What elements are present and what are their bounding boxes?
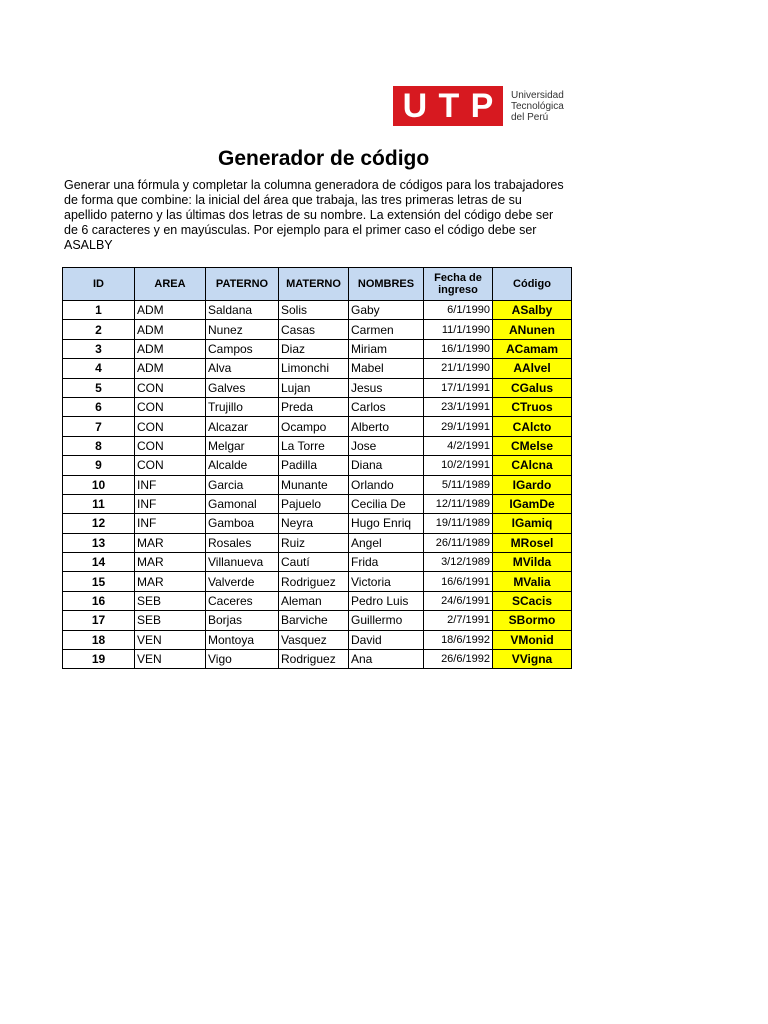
cell-materno[interactable]: Diaz: [279, 339, 349, 358]
header-id: ID: [63, 268, 135, 301]
cell-nombres[interactable]: Mabel: [349, 359, 424, 378]
page-title: Generador de código: [218, 147, 430, 170]
logo-letter-u: U: [402, 87, 428, 125]
cell-nombres[interactable]: Frida: [349, 553, 424, 572]
table-row: [63, 475, 572, 494]
header-nombres: NOMBRES: [349, 268, 424, 301]
cell-nombres[interactable]: Diana: [349, 456, 424, 475]
cell-area[interactable]: ADM: [135, 320, 206, 339]
description-text: Generar una fórmula y completar la columna generadora de códigos para los trabajadores de forma que combine: la inicial del área que trabaja, las tres primeras letras de su apellido paterno y las últimas dos letras de su nombre. La extensión del código debe ser de 6 caracteres y en mayúsculas. Por ejemplo para el primer caso el código debe ser ASALBY: [64, 178, 564, 252]
logo-letter-t: T: [438, 87, 460, 125]
cell-materno[interactable]: Ocampo: [279, 417, 349, 436]
cell-fecha[interactable]: 6/1/1990: [424, 301, 493, 320]
cell-paterno[interactable]: Campos: [206, 339, 279, 358]
cell-id[interactable]: 11: [63, 494, 135, 513]
cell-materno[interactable]: Preda: [279, 397, 349, 416]
cell-codigo[interactable]: IGardo: [493, 475, 572, 494]
cell-fecha[interactable]: 21/1/1990: [424, 359, 493, 378]
cell-id[interactable]: 14: [63, 553, 135, 572]
cell-codigo[interactable]: SBormo: [493, 611, 572, 630]
cell-materno[interactable]: La Torre: [279, 436, 349, 455]
cell-id[interactable]: 17: [63, 611, 135, 630]
cell-nombres[interactable]: Jesus: [349, 378, 424, 397]
utp-logo: [393, 86, 564, 126]
cell-paterno[interactable]: Valverde: [206, 572, 279, 591]
cell-fecha[interactable]: 26/6/1992: [424, 650, 493, 669]
table-row: [63, 417, 572, 436]
cell-area[interactable]: VEN: [135, 650, 206, 669]
cell-materno[interactable]: Rodriguez: [279, 650, 349, 669]
cell-codigo[interactable]: MVilda: [493, 553, 572, 572]
table-body: [63, 301, 572, 669]
table-row: [63, 436, 572, 455]
cell-paterno[interactable]: Vigo: [206, 650, 279, 669]
cell-id[interactable]: 2: [63, 320, 135, 339]
cell-nombres[interactable]: Orlando: [349, 475, 424, 494]
table-row: [63, 339, 572, 358]
cell-paterno[interactable]: Alcalde: [206, 456, 279, 475]
cell-nombres[interactable]: Cecilia De: [349, 494, 424, 513]
table-row: [63, 320, 572, 339]
table-row: [63, 514, 572, 533]
cell-id[interactable]: 8: [63, 436, 135, 455]
cell-nombres[interactable]: Alberto: [349, 417, 424, 436]
cell-codigo[interactable]: ACamam: [493, 339, 572, 358]
cell-codigo[interactable]: VVigna: [493, 650, 572, 669]
cell-paterno[interactable]: Montoya: [206, 630, 279, 649]
cell-materno[interactable]: Solis: [279, 301, 349, 320]
table-header-row: [63, 268, 572, 301]
table-row: [63, 650, 572, 669]
cell-materno[interactable]: Limonchi: [279, 359, 349, 378]
table-row: [63, 572, 572, 591]
cell-paterno[interactable]: Melgar: [206, 436, 279, 455]
cell-area[interactable]: SEB: [135, 591, 206, 610]
cell-id[interactable]: 4: [63, 359, 135, 378]
table-row: [63, 301, 572, 320]
cell-paterno[interactable]: Saldana: [206, 301, 279, 320]
cell-fecha[interactable]: 16/1/1990: [424, 339, 493, 358]
cell-codigo[interactable]: CAlcna: [493, 456, 572, 475]
cell-materno[interactable]: Lujan: [279, 378, 349, 397]
cell-id[interactable]: 16: [63, 591, 135, 610]
cell-codigo[interactable]: AAlvel: [493, 359, 572, 378]
cell-fecha[interactable]: 17/1/1991: [424, 378, 493, 397]
cell-nombres[interactable]: Miriam: [349, 339, 424, 358]
cell-paterno[interactable]: Nunez: [206, 320, 279, 339]
cell-codigo[interactable]: CAlcto: [493, 417, 572, 436]
cell-area[interactable]: ADM: [135, 301, 206, 320]
cell-paterno[interactable]: Caceres: [206, 591, 279, 610]
table-row: [63, 456, 572, 475]
cell-nombres[interactable]: Guillermo: [349, 611, 424, 630]
cell-codigo[interactable]: VMonid: [493, 630, 572, 649]
table-row: [63, 359, 572, 378]
cell-codigo[interactable]: MValia: [493, 572, 572, 591]
cell-codigo[interactable]: ANunen: [493, 320, 572, 339]
table-row: [63, 533, 572, 552]
cell-paterno[interactable]: Trujillo: [206, 397, 279, 416]
cell-fecha[interactable]: 18/6/1992: [424, 630, 493, 649]
cell-id[interactable]: 15: [63, 572, 135, 591]
cell-fecha[interactable]: 19/11/1989: [424, 514, 493, 533]
cell-codigo[interactable]: SCacis: [493, 591, 572, 610]
cell-fecha[interactable]: 26/11/1989: [424, 533, 493, 552]
cell-fecha[interactable]: 29/1/1991: [424, 417, 493, 436]
cell-nombres[interactable]: David: [349, 630, 424, 649]
cell-materno[interactable]: Munante: [279, 475, 349, 494]
cell-area[interactable]: VEN: [135, 630, 206, 649]
cell-area[interactable]: CON: [135, 397, 206, 416]
header-fecha: Fecha de ingreso: [424, 268, 493, 301]
cell-codigo[interactable]: ASalby: [493, 301, 572, 320]
cell-paterno[interactable]: Alcazar: [206, 417, 279, 436]
cell-paterno[interactable]: Alva: [206, 359, 279, 378]
cell-paterno[interactable]: Gamboa: [206, 514, 279, 533]
cell-materno[interactable]: Pajuelo: [279, 494, 349, 513]
cell-area[interactable]: CON: [135, 417, 206, 436]
cell-codigo[interactable]: MRosel: [493, 533, 572, 552]
cell-codigo[interactable]: CTruos: [493, 397, 572, 416]
cell-area[interactable]: CON: [135, 436, 206, 455]
table-row: [63, 553, 572, 572]
cell-fecha[interactable]: 2/7/1991: [424, 611, 493, 630]
table-row: [63, 397, 572, 416]
header-codigo: Código: [493, 268, 572, 301]
cell-id[interactable]: 6: [63, 397, 135, 416]
cell-nombres[interactable]: Jose: [349, 436, 424, 455]
cell-area[interactable]: CON: [135, 456, 206, 475]
cell-materno[interactable]: Neyra: [279, 514, 349, 533]
cell-nombres[interactable]: Victoria: [349, 572, 424, 591]
cell-id[interactable]: 1: [63, 301, 135, 320]
cell-area[interactable]: INF: [135, 514, 206, 533]
cell-codigo[interactable]: CMelse: [493, 436, 572, 455]
header-paterno: PATERNO: [206, 268, 279, 301]
cell-paterno[interactable]: Borjas: [206, 611, 279, 630]
header-area: AREA: [135, 268, 206, 301]
cell-area[interactable]: ADM: [135, 359, 206, 378]
logo-letter-p: P: [470, 87, 494, 125]
cell-area[interactable]: MAR: [135, 533, 206, 552]
cell-id[interactable]: 18: [63, 630, 135, 649]
header-materno: MATERNO: [279, 268, 349, 301]
cell-fecha[interactable]: 23/1/1991: [424, 397, 493, 416]
employee-table: [62, 267, 572, 669]
cell-nombres[interactable]: Hugo Enriq: [349, 514, 424, 533]
cell-nombres[interactable]: Angel: [349, 533, 424, 552]
cell-id[interactable]: 10: [63, 475, 135, 494]
cell-nombres[interactable]: Carlos: [349, 397, 424, 416]
cell-id[interactable]: 19: [63, 650, 135, 669]
cell-area[interactable]: MAR: [135, 572, 206, 591]
cell-materno[interactable]: Aleman: [279, 591, 349, 610]
cell-area[interactable]: INF: [135, 494, 206, 513]
cell-fecha[interactable]: 10/2/1991: [424, 456, 493, 475]
logo-line-1: Universidad: [511, 89, 564, 101]
cell-fecha[interactable]: 4/2/1991: [424, 436, 493, 455]
cell-paterno[interactable]: Galves: [206, 378, 279, 397]
table-row: [63, 378, 572, 397]
cell-area[interactable]: SEB: [135, 611, 206, 630]
cell-materno[interactable]: Cautí: [279, 553, 349, 572]
cell-fecha[interactable]: 24/6/1991: [424, 591, 493, 610]
cell-materno[interactable]: Rodriguez: [279, 572, 349, 591]
cell-materno[interactable]: Padilla: [279, 456, 349, 475]
logo-text: [511, 90, 564, 123]
cell-fecha[interactable]: 11/1/1990: [424, 320, 493, 339]
cell-paterno[interactable]: Garcia: [206, 475, 279, 494]
table-row: [63, 494, 572, 513]
cell-nombres[interactable]: Carmen: [349, 320, 424, 339]
cell-paterno[interactable]: Gamonal: [206, 494, 279, 513]
cell-nombres[interactable]: Gaby: [349, 301, 424, 320]
cell-codigo[interactable]: CGalus: [493, 378, 572, 397]
cell-area[interactable]: INF: [135, 475, 206, 494]
cell-materno[interactable]: Ruiz: [279, 533, 349, 552]
cell-codigo[interactable]: IGamDe: [493, 494, 572, 513]
cell-id[interactable]: 3: [63, 339, 135, 358]
cell-paterno[interactable]: Rosales: [206, 533, 279, 552]
cell-id[interactable]: 13: [63, 533, 135, 552]
cell-id[interactable]: 7: [63, 417, 135, 436]
logo-line-3: del Perú: [511, 111, 549, 123]
cell-fecha[interactable]: 3/12/1989: [424, 553, 493, 572]
cell-area[interactable]: CON: [135, 378, 206, 397]
cell-materno[interactable]: Casas: [279, 320, 349, 339]
table-row: [63, 611, 572, 630]
cell-id[interactable]: 9: [63, 456, 135, 475]
cell-nombres[interactable]: Ana: [349, 650, 424, 669]
cell-fecha[interactable]: 16/6/1991: [424, 572, 493, 591]
cell-area[interactable]: ADM: [135, 339, 206, 358]
cell-materno[interactable]: Barviche: [279, 611, 349, 630]
cell-fecha[interactable]: 12/11/1989: [424, 494, 493, 513]
logo-line-2: Tecnológica: [511, 100, 564, 112]
table-row: [63, 630, 572, 649]
cell-fecha[interactable]: 5/11/1989: [424, 475, 493, 494]
cell-id[interactable]: 12: [63, 514, 135, 533]
utp-logo-box: [393, 86, 503, 126]
table-row: [63, 591, 572, 610]
cell-id[interactable]: 5: [63, 378, 135, 397]
cell-codigo[interactable]: IGamiq: [493, 514, 572, 533]
cell-paterno[interactable]: Villanueva: [206, 553, 279, 572]
cell-area[interactable]: MAR: [135, 553, 206, 572]
cell-nombres[interactable]: Pedro Luis: [349, 591, 424, 610]
cell-materno[interactable]: Vasquez: [279, 630, 349, 649]
